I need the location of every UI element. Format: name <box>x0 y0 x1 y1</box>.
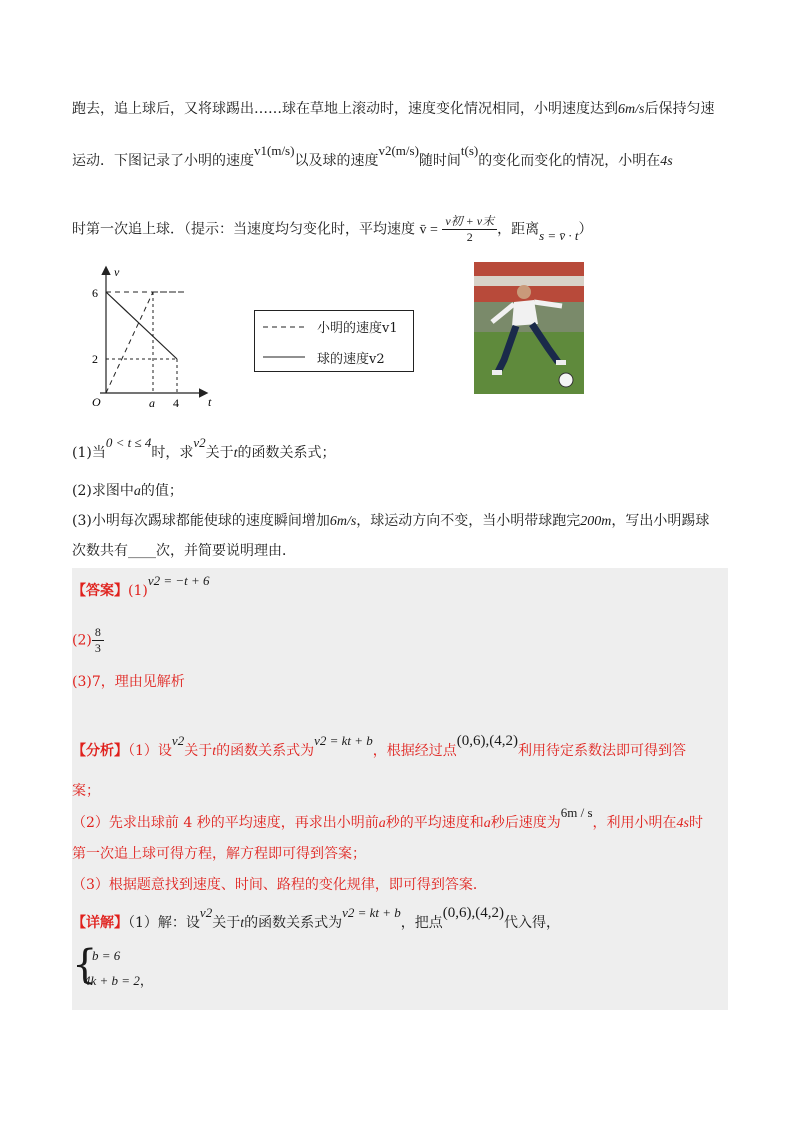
question-text: ，球运动方向不变，当小明带球跑完 <box>356 513 581 529</box>
analysis-text: 秒后速度为 <box>490 815 561 831</box>
answer-line-2 <box>72 625 104 656</box>
analysis-text: ，根据经过点 <box>372 743 457 759</box>
analysis-a: a <box>378 816 386 831</box>
analysis-text: 利用待定系数法即可得到答 <box>518 743 687 759</box>
detail-t: t <box>240 916 245 931</box>
answer-prefix: (1) <box>128 583 148 599</box>
distance-formula: s = v̄ · t <box>539 227 579 243</box>
x-axis-label: t <box>208 395 212 409</box>
legend-xiaoming: 小明的速度v1 <box>317 321 398 336</box>
answer-1-formula: v2 = −t + 6 <box>147 573 210 588</box>
problem-text: ，距离 <box>497 221 540 238</box>
q1-v2: v2 <box>193 435 206 450</box>
analysis-text: （2）先求出球前 4 秒的平均速度，再求出小明前 <box>72 815 379 831</box>
fraction-denominator: 3 <box>94 641 101 655</box>
question-text: (1)当 <box>72 445 106 461</box>
analysis-line-1 <box>72 733 687 760</box>
q1-t: t <box>233 446 238 461</box>
avg-speed-symbol: v̄ = <box>419 222 438 238</box>
q2-a: a <box>133 484 141 499</box>
question-text: (2)求图中 <box>72 483 134 499</box>
graph-svg <box>88 262 228 412</box>
y-axis-label: v <box>114 265 120 279</box>
problem-line-1 <box>72 98 714 118</box>
analysis-text: 关于 <box>184 743 213 759</box>
question-text: 时，求 <box>151 445 194 461</box>
detail-text: 关于 <box>212 915 241 931</box>
analysis-v2: v2 <box>171 733 185 748</box>
detail-v2: v2 <box>199 905 213 920</box>
analysis-formula: v2 = kt + b <box>314 733 373 748</box>
analysis-line-5: （3）根据题意找到速度、时间、路程的变化规律，即可得到答案． <box>72 877 487 893</box>
answer-line-3: (3)7，理由见解析 <box>72 674 185 690</box>
q3-distance: 200m <box>580 514 612 529</box>
problem-text: 后保持匀速 <box>644 101 715 117</box>
analysis-tag: 【分析】 <box>72 743 128 759</box>
problem-text: ） <box>578 221 593 238</box>
avg-num: v初 + v末 <box>442 214 497 230</box>
question-text: 的函数关系式； <box>237 445 336 461</box>
analysis-text: 的函数关系式为 <box>216 743 315 759</box>
analysis-text: 秒的平均速度和 <box>385 815 484 831</box>
detail-line-1 <box>72 905 561 932</box>
analysis-text: ，利用小明在 <box>592 815 677 831</box>
detail-text: 代入得， <box>504 915 561 931</box>
equation-2: 4k + b = 2 <box>84 973 140 988</box>
origin-label: O <box>92 395 101 409</box>
detail-formula: v2 = kt + b <box>342 905 401 920</box>
problem-text: 时第一次追上球．（提示：当速度均匀变化时，平均速度 <box>72 221 415 238</box>
analysis-a: a <box>483 816 491 831</box>
question-3-line-2: 次数共有____次，并简要说明理由． <box>72 543 296 559</box>
q3-speed: 6m/s <box>329 514 357 529</box>
legend-ball: 球的速度v2 <box>317 352 385 367</box>
question-text: (3)小明每次踢球都能使球的速度瞬间增加 <box>72 513 330 529</box>
problem-line-3 <box>72 214 593 245</box>
analysis-line-4: 第一次追上球可得方程，解方程即可得到答案； <box>72 846 366 862</box>
analysis-line-2: 案； <box>72 783 100 799</box>
graph-legend <box>254 310 414 372</box>
analysis-line-3 <box>72 805 703 832</box>
analysis-text: （1）设 <box>128 743 172 759</box>
y-tick-6: 6 <box>92 286 98 300</box>
problem-text: 以及球的速度 <box>294 153 379 169</box>
ball-speed-line <box>106 292 177 359</box>
analysis-text: 时 <box>688 815 703 831</box>
avg-speed-fraction <box>442 214 497 245</box>
problem-text: 跑去，追上球后，又将球踢出……球在草地上滚动时，速度变化情况相同，小明速度达到 <box>72 101 618 117</box>
question-text: 关于 <box>205 445 234 461</box>
legend-swatches <box>261 311 311 371</box>
time-value: 4s <box>660 154 673 169</box>
analysis-points: (0,6),(4,2) <box>456 733 519 749</box>
equation-punct: ， <box>139 974 153 989</box>
v2-unit: v2(m/s) <box>378 143 419 158</box>
velocity-time-graph <box>88 262 228 416</box>
question-text: ，写出小明踢球 <box>611 513 710 529</box>
detail-text: （1）解：设 <box>128 915 200 931</box>
equation-1: b = 6 <box>92 948 121 963</box>
question-3-line-1 <box>72 510 709 530</box>
answer-2-fraction <box>92 625 104 656</box>
x-tick-a: a <box>149 396 155 410</box>
x-tick-4: 4 <box>173 396 179 410</box>
problem-text: 随时间 <box>418 153 461 169</box>
equation-system-brace: { <box>72 942 98 988</box>
q1-range: 0 < t ≤ 4 <box>105 435 152 450</box>
speed-value: 6m/s <box>618 102 645 117</box>
t-unit: t(s) <box>460 143 479 158</box>
problem-text: 的变化而变化的情况，小明在 <box>478 153 661 169</box>
v1-unit: v1(m/s) <box>254 143 295 158</box>
detail-points: (0,6),(4,2) <box>442 905 505 921</box>
equation-2-line <box>84 970 153 989</box>
analysis-time: 4s <box>676 816 689 831</box>
soccer-player-photo <box>474 262 584 394</box>
problem-text: 运动．下图记录了小明的速度 <box>72 153 254 169</box>
avg-den: 2 <box>466 230 473 244</box>
answer-tag: 【答案】 <box>72 583 128 599</box>
analysis-t: t <box>212 744 217 759</box>
xiaoming-speed-line <box>106 292 153 393</box>
problem-line-2 <box>72 143 673 170</box>
detail-text: ，把点 <box>400 915 443 931</box>
detail-text: 的函数关系式为 <box>244 915 343 931</box>
question-1 <box>72 435 336 462</box>
question-2 <box>72 480 183 500</box>
solution-panel <box>72 568 728 1010</box>
y-tick-2: 2 <box>92 352 98 366</box>
detail-tag: 【详解】 <box>72 915 128 931</box>
analysis-speed: 6m / s <box>560 805 593 820</box>
question-text: 的值； <box>140 483 183 499</box>
fraction-numerator: 8 <box>92 625 104 641</box>
answer-line-1 <box>72 573 210 600</box>
answer-prefix: (2) <box>72 632 92 649</box>
